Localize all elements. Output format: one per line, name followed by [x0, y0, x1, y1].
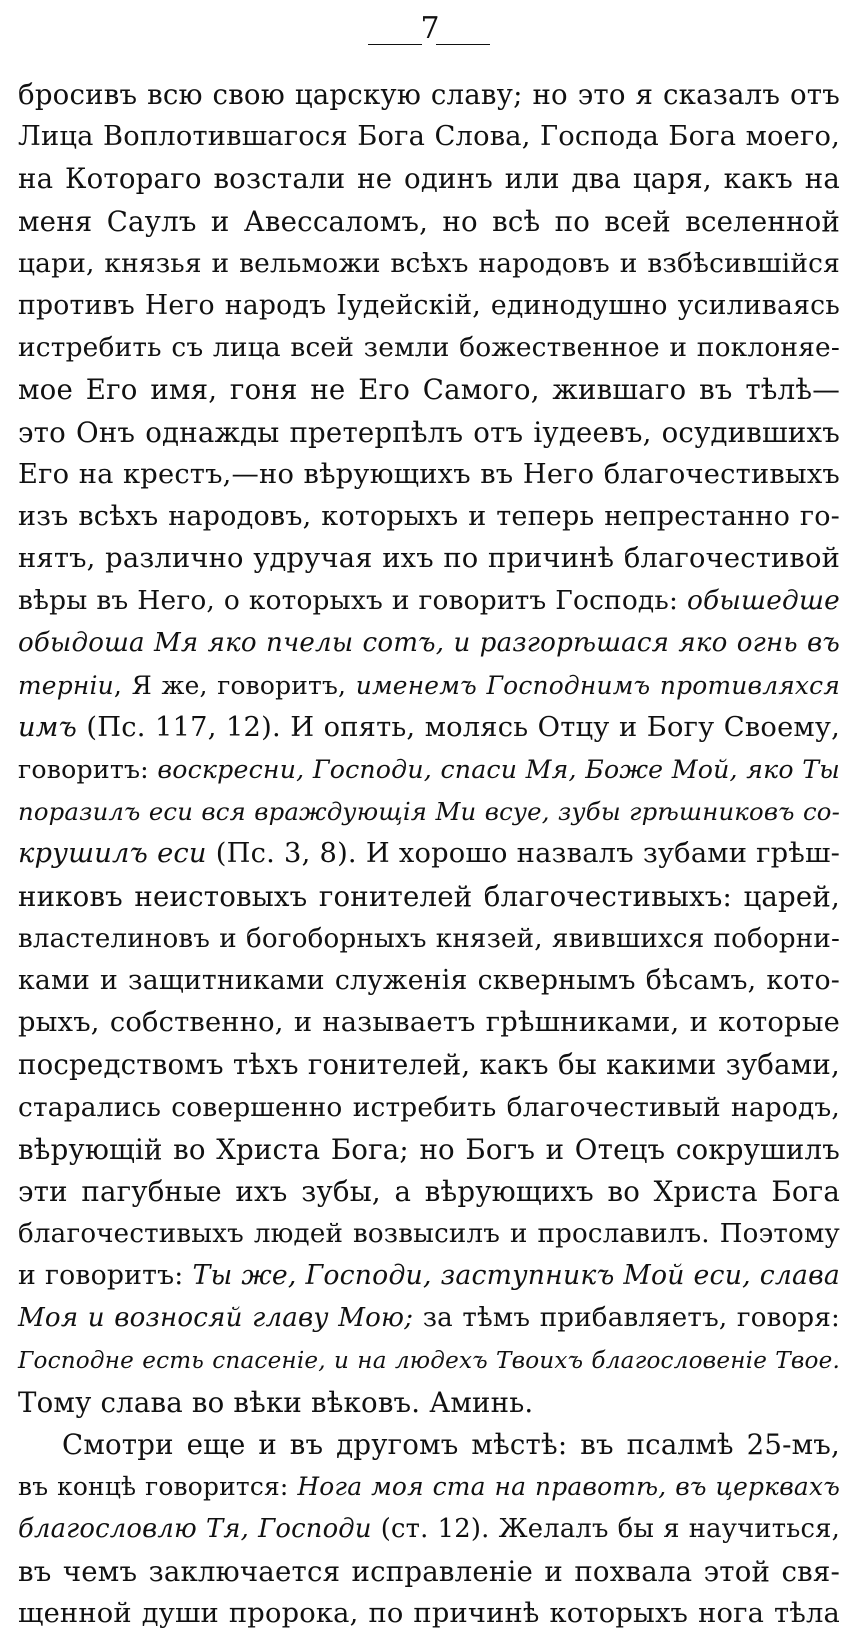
text-segment: меня Саулъ и Авессаломъ, но всѣ по всей вселенной: [18, 204, 840, 238]
text-line: [18, 1340, 840, 1382]
text-line: [18, 876, 840, 918]
italic-quote-segment: поразилъ еси вся враждующія Ми всуе, зубы грѣшниковъ со-: [18, 797, 840, 827]
text-line: [18, 1213, 840, 1255]
page-number: 7: [420, 11, 440, 46]
text-line: [18, 201, 840, 243]
page-header: [0, 0, 860, 70]
text-line: [18, 622, 840, 664]
text-segment: изъ всѣхъ народовъ, которыхъ и теперь непрестанно го-: [18, 500, 840, 532]
text-line: [18, 538, 840, 580]
text-line: [18, 243, 840, 285]
text-segment: старались совершенно истребить благочестивый народъ,: [18, 1091, 840, 1123]
text-line: [18, 1129, 840, 1171]
text-segment: это Онъ однажды претерпѣлъ отъ іудеевъ, осудившихъ: [18, 415, 840, 449]
text-line: [18, 665, 840, 707]
text-segment: рыхъ, собственно, и называетъ грѣшниками, и которые: [18, 1007, 840, 1039]
text-line: [18, 285, 840, 327]
text-segment: и говоритъ:: [18, 1260, 193, 1292]
text-line: [18, 1508, 840, 1550]
text-segment: благочестивыхъ людей возвысилъ и прославилъ. Поэтому: [18, 1219, 840, 1250]
text-line: [18, 1593, 840, 1635]
text-segment: эти пагубные ихъ зубы, а вѣрующихъ во Христа Бога: [18, 1174, 840, 1208]
text-line: [18, 791, 840, 833]
text-segment: (Пс. 3, 8). И хорошо назвалъ зубами грѣш-: [206, 838, 841, 870]
italic-quote-segment: крушилъ еси: [18, 838, 207, 870]
italic-quote-segment: терніи: [18, 670, 114, 700]
text-segment: противъ Него народъ Іудейскій, единодушно усиливаясь: [18, 289, 840, 321]
italic-quote-segment: благословлю Тя, Господи: [18, 1514, 372, 1545]
text-segment: говоритъ:: [18, 755, 158, 784]
text-line: [18, 833, 840, 875]
text-line: [18, 749, 840, 791]
text-line: [18, 707, 840, 749]
text-line: [18, 960, 840, 1002]
text-line: [18, 158, 840, 200]
italic-quote-segment: обышедше: [686, 585, 840, 617]
header-rule-right: [436, 44, 490, 45]
text-line: [18, 496, 840, 538]
text-segment: щенной души пророка, по причинѣ которыхъ нога тѣла: [18, 1597, 840, 1629]
text-segment: , Я же, говоритъ,: [113, 670, 356, 700]
text-segment: вѣрующій во Христа Бога; но Богъ и Отецъ сокрушилъ: [18, 1132, 840, 1166]
header-rule-left: [368, 44, 422, 45]
text-segment: на Котораго возстали не одинъ или два царя, какъ на: [18, 162, 840, 196]
text-line: [18, 454, 840, 496]
text-line: [18, 1087, 840, 1129]
italic-quote-segment: Господне есть спасеніе, и на людехъ Твоихъ благословеніе Твое.: [18, 1347, 840, 1374]
text-line: [18, 1551, 840, 1593]
text-segment: въ концѣ говорится:: [18, 1472, 298, 1502]
text-line: [18, 327, 840, 369]
text-line: [18, 1255, 840, 1297]
text-line: [18, 1044, 840, 1086]
text-segment: Его на крестъ,—но вѣрующихъ въ Него благочестивыхъ: [18, 458, 840, 490]
text-line: [18, 1171, 840, 1213]
text-line: [18, 412, 840, 454]
text-line: [18, 1002, 840, 1044]
text-segment: (ст. 12). Желалъ бы я научиться,: [371, 1514, 840, 1545]
text-segment: нятъ, различно удручая ихъ по причинѣ благочестивой: [18, 543, 840, 575]
text-segment: Тому слава во вѣки вѣковъ. Аминь.: [18, 1385, 534, 1419]
italic-quote-segment: обыдоша Мя яко пчелы сотъ, и разгорѣшася яко огнь въ: [18, 628, 840, 659]
text-segment: властелиновъ и богоборныхъ князей, явившихся поборни-: [18, 923, 840, 954]
italic-quote-segment: Ты же, Господи, заступникъ Мой еси, слава: [192, 1260, 841, 1292]
text-segment: въ чемъ заключается исправленіе и похвала этой свя-: [18, 1554, 840, 1588]
text-segment: посредствомъ тѣхъ гонителей, какъ бы какими зубами,: [18, 1048, 840, 1082]
text-line: [18, 1297, 840, 1339]
body-text: [18, 74, 840, 1635]
text-segment: Лица Воплотившагося Бога Слова, Господа Бога моего,: [18, 121, 840, 153]
italic-quote-segment: имъ: [18, 711, 78, 743]
text-segment: (Пс. 117, 12). И опять, молясь Отцу и Богу Своему,: [77, 711, 840, 743]
text-segment: бросивъ всю свою царскую славу; но это я сказалъ отъ: [18, 78, 840, 111]
italic-quote-segment: Моя и возносяй главу Мою;: [18, 1303, 414, 1334]
text-line: [18, 369, 840, 411]
italic-quote-segment: Нога моя ста на правотѣ, въ церквахъ: [297, 1472, 840, 1502]
italic-quote-segment: воскресни, Господи, спаси Мя, Боже Мой, яко Ты: [157, 755, 840, 784]
text-segment: цари, князья и вельможи всѣхъ народовъ и взбѣсившійся: [18, 247, 840, 279]
text-line: [18, 116, 840, 158]
text-line: [18, 918, 840, 960]
text-line: [18, 580, 840, 622]
text-line: [18, 1382, 840, 1424]
text-segment: за тѣмъ прибавляетъ, говоря:: [413, 1303, 840, 1334]
text-segment: никовъ неистовыхъ гонителей благочестивыхъ: царей,: [18, 879, 840, 913]
text-segment: мое Его имя, гоня не Его Самого, жившаго въ тѣлѣ—: [18, 373, 840, 407]
text-segment: вѣры въ Него, о которыхъ и говоритъ Господь:: [18, 585, 687, 617]
italic-quote-segment: именемъ Господнимъ противляхся: [355, 670, 840, 700]
text-segment: Смотри еще и въ другомъ мѣстѣ: въ псалмѣ 25-мъ,: [62, 1428, 840, 1461]
text-line: [18, 1466, 840, 1508]
text-segment: истребить съ лица всей земли божественное и поклоняе-: [18, 332, 840, 364]
text-segment: ками и защитниками служенія сквернымъ бѣсамъ, кото-: [18, 964, 840, 996]
text-line: [18, 1424, 840, 1466]
text-line: [18, 74, 840, 116]
